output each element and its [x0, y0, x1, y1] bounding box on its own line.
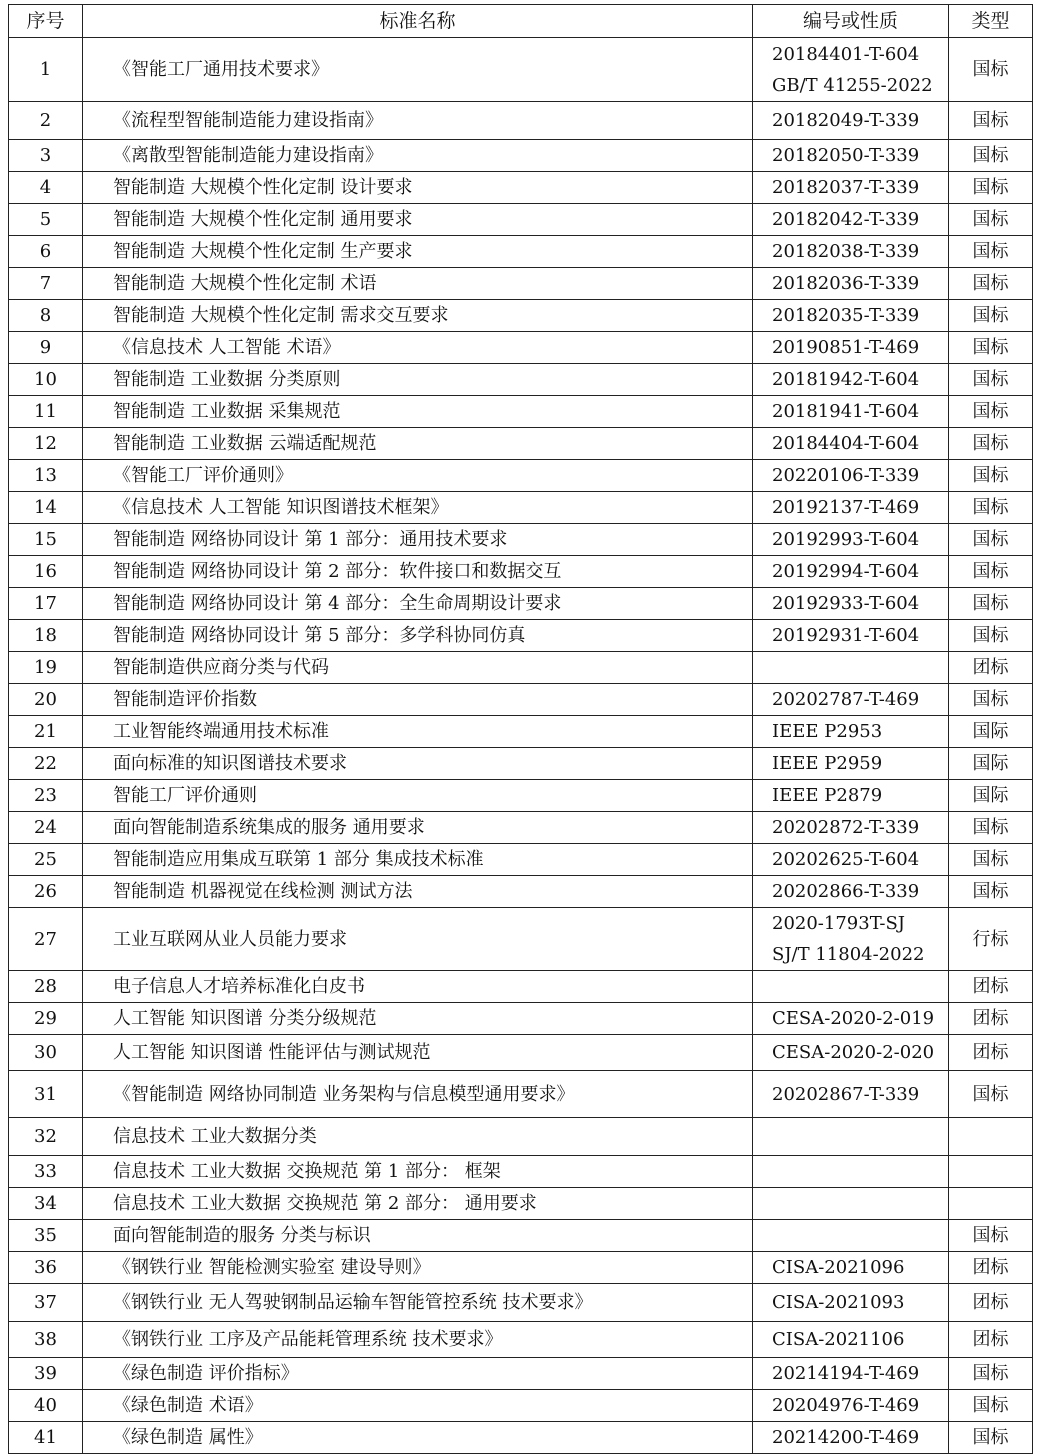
- standard-type: [949, 1188, 1033, 1220]
- standard-code: [753, 140, 949, 172]
- standard-code-line: 20190851-T-469: [772, 337, 920, 358]
- standard-code-line: 20202872-T-339: [772, 817, 920, 838]
- header-type: 类型: [949, 5, 1033, 38]
- table-body: [9, 38, 1033, 1454]
- row-number: 32: [9, 1118, 83, 1156]
- standard-type: 国标: [949, 876, 1033, 908]
- table-row: [9, 364, 1033, 396]
- table-row: [9, 172, 1033, 204]
- standard-type: 国标: [949, 460, 1033, 492]
- table-row: [9, 684, 1033, 716]
- standard-code: [753, 300, 949, 332]
- standard-name: 人工智能 知识图谱 分类分级规范: [83, 1003, 753, 1035]
- header-name: 标准名称: [83, 5, 753, 38]
- row-number: 28: [9, 971, 83, 1003]
- standard-code: [753, 1118, 949, 1156]
- standard-name: 人工智能 知识图谱 性能评估与测试规范: [83, 1035, 753, 1071]
- standard-code: [753, 684, 949, 716]
- row-number: 11: [9, 396, 83, 428]
- standard-name: 工业互联网从业人员能力要求: [83, 908, 753, 971]
- row-number: 8: [9, 300, 83, 332]
- standard-type: 国标: [949, 38, 1033, 102]
- table-row: [9, 460, 1033, 492]
- row-number: 35: [9, 1220, 83, 1252]
- standard-code-line: 20192931-T-604: [772, 625, 920, 646]
- standard-type: 国标: [949, 204, 1033, 236]
- row-number: 39: [9, 1358, 83, 1390]
- standard-type: 国标: [949, 236, 1033, 268]
- standard-code-line: 20182037-T-339: [772, 177, 920, 198]
- table-row: [9, 748, 1033, 780]
- table-row: [9, 204, 1033, 236]
- table-row: [9, 1322, 1033, 1358]
- standard-name: 智能工厂评价通则: [83, 780, 753, 812]
- standard-name: 信息技术 工业大数据 交换规范 第 2 部分： 通用要求: [83, 1188, 753, 1220]
- standard-type: 国标: [949, 492, 1033, 524]
- table-row: [9, 1358, 1033, 1390]
- standard-code-line: IEEE P2959: [772, 753, 883, 774]
- standard-code-line: 20202866-T-339: [772, 881, 920, 902]
- standard-type: 国标: [949, 556, 1033, 588]
- standard-name: 智能制造评价指数: [83, 684, 753, 716]
- table-row: [9, 1284, 1033, 1322]
- standard-name: 《流程型智能制造能力建设指南》: [83, 102, 753, 140]
- standard-code-line: 20220106-T-339: [772, 465, 920, 486]
- standard-code: [753, 652, 949, 684]
- standard-code-line: 20214194-T-469: [772, 1363, 920, 1384]
- row-number: 24: [9, 812, 83, 844]
- standard-code: [753, 492, 949, 524]
- row-number: 12: [9, 428, 83, 460]
- standard-type: 国标: [949, 364, 1033, 396]
- standard-code-line: IEEE P2879: [772, 785, 883, 806]
- row-number: 13: [9, 460, 83, 492]
- table-row: [9, 1118, 1033, 1156]
- table-row: [9, 1003, 1033, 1035]
- standard-type: 国标: [949, 524, 1033, 556]
- standard-code: [753, 1035, 949, 1071]
- standard-code: [753, 588, 949, 620]
- row-number: 30: [9, 1035, 83, 1071]
- standard-name: 电子信息人才培养标准化白皮书: [83, 971, 753, 1003]
- row-number: 18: [9, 620, 83, 652]
- standard-code: [753, 428, 949, 460]
- row-number: 33: [9, 1156, 83, 1188]
- standard-code-line: CISA-2021096: [772, 1257, 905, 1278]
- row-number: 31: [9, 1071, 83, 1118]
- standard-code-line: CISA-2021093: [772, 1292, 905, 1313]
- standard-code-line: 20184401-T-604: [772, 43, 920, 65]
- table-row: [9, 812, 1033, 844]
- standard-code: [753, 524, 949, 556]
- standard-code-line: SJ/T 11804-2022: [772, 944, 925, 965]
- standard-name: 信息技术 工业大数据 交换规范 第 1 部分： 框架: [83, 1156, 753, 1188]
- standard-code-line: 20182050-T-339: [772, 145, 920, 166]
- row-number: 40: [9, 1390, 83, 1422]
- table-row: [9, 1071, 1033, 1118]
- table-row: [9, 844, 1033, 876]
- standard-code-line: 20202625-T-604: [772, 849, 920, 870]
- table-row: [9, 396, 1033, 428]
- table-row: [9, 1390, 1033, 1422]
- row-number: 38: [9, 1322, 83, 1358]
- table-row: [9, 971, 1033, 1003]
- standard-name: 智能制造 大规模个性化定制 术语: [83, 268, 753, 300]
- standard-code-line: 20204976-T-469: [772, 1395, 920, 1416]
- row-number: 16: [9, 556, 83, 588]
- standard-code: [753, 1220, 949, 1252]
- standard-name: 智能制造 大规模个性化定制 设计要求: [83, 172, 753, 204]
- standard-type: 国标: [949, 1390, 1033, 1422]
- standard-code-line: 20192933-T-604: [772, 593, 920, 614]
- standard-type: 国标: [949, 172, 1033, 204]
- standard-name: 《绿色制造 属性》: [83, 1422, 753, 1454]
- standard-type: 团标: [949, 1252, 1033, 1284]
- row-number: 6: [9, 236, 83, 268]
- table-row: [9, 1188, 1033, 1220]
- standard-code: [753, 396, 949, 428]
- standard-type: 国际: [949, 748, 1033, 780]
- standard-code-line: GB/T 41255-2022: [772, 74, 933, 96]
- row-number: 36: [9, 1252, 83, 1284]
- standards-table: [8, 4, 1033, 1454]
- table-row: [9, 556, 1033, 588]
- standard-code: [753, 364, 949, 396]
- standard-type: 团标: [949, 1322, 1033, 1358]
- standard-type: 国标: [949, 812, 1033, 844]
- standard-name: 《信息技术 人工智能 知识图谱技术框架》: [83, 492, 753, 524]
- standard-code: [753, 1358, 949, 1390]
- standard-name: 《智能制造 网络协同制造 业务架构与信息模型通用要求》: [83, 1071, 753, 1118]
- standard-code: [753, 748, 949, 780]
- standard-code: [753, 268, 949, 300]
- standard-name: 《绿色制造 术语》: [83, 1390, 753, 1422]
- standard-code-line: 20192994-T-604: [772, 561, 920, 582]
- row-number: 17: [9, 588, 83, 620]
- standard-name: 工业智能终端通用技术标准: [83, 716, 753, 748]
- table-row: [9, 1035, 1033, 1071]
- standard-name: 智能制造 机器视觉在线检测 测试方法: [83, 876, 753, 908]
- row-number: 15: [9, 524, 83, 556]
- row-number: 34: [9, 1188, 83, 1220]
- standard-code-line: 20182038-T-339: [772, 241, 920, 262]
- standard-code: [753, 780, 949, 812]
- table-row: [9, 876, 1033, 908]
- row-number: 20: [9, 684, 83, 716]
- standard-code: [753, 971, 949, 1003]
- standard-name: 面向智能制造系统集成的服务 通用要求: [83, 812, 753, 844]
- standard-name: 智能制造 工业数据 云端适配规范: [83, 428, 753, 460]
- standard-code: [753, 1003, 949, 1035]
- row-number: 37: [9, 1284, 83, 1322]
- standard-code: [753, 102, 949, 140]
- standard-code-line: 20182035-T-339: [772, 305, 920, 326]
- row-number: 10: [9, 364, 83, 396]
- standard-type: 团标: [949, 971, 1033, 1003]
- table-row: [9, 1220, 1033, 1252]
- table-row: [9, 716, 1033, 748]
- standard-code-line: 20182036-T-339: [772, 273, 920, 294]
- standard-type: 行标: [949, 908, 1033, 971]
- table-row: [9, 332, 1033, 364]
- table-row: [9, 102, 1033, 140]
- row-number: 41: [9, 1422, 83, 1454]
- standard-code-line: 20182042-T-339: [772, 209, 920, 230]
- table-row: [9, 236, 1033, 268]
- standard-code: [753, 620, 949, 652]
- standard-type: 团标: [949, 652, 1033, 684]
- standard-type: 国标: [949, 1220, 1033, 1252]
- standard-type: 国际: [949, 716, 1033, 748]
- standard-type: 国标: [949, 300, 1033, 332]
- table-row: [9, 620, 1033, 652]
- standard-name: 智能制造 大规模个性化定制 生产要求: [83, 236, 753, 268]
- standard-name: 智能制造 网络协同设计 第 2 部分：软件接口和数据交互: [83, 556, 753, 588]
- standard-code-line: 20192137-T-469: [772, 497, 920, 518]
- standard-name: 信息技术 工业大数据分类: [83, 1118, 753, 1156]
- standard-code: [753, 204, 949, 236]
- standard-code: [753, 1390, 949, 1422]
- standard-type: 国标: [949, 684, 1033, 716]
- table-row: [9, 38, 1033, 102]
- standard-name: 智能制造 工业数据 采集规范: [83, 396, 753, 428]
- table-row: [9, 780, 1033, 812]
- standard-code: [753, 716, 949, 748]
- row-number: 1: [9, 38, 83, 102]
- standard-name: 面向智能制造的服务 分类与标识: [83, 1220, 753, 1252]
- standard-code: [753, 556, 949, 588]
- standard-name: 《智能工厂通用技术要求》: [83, 38, 753, 102]
- standard-type: 国标: [949, 1422, 1033, 1454]
- standard-code: [753, 812, 949, 844]
- standard-name: 面向标准的知识图谱技术要求: [83, 748, 753, 780]
- standard-name: 《钢铁行业 无人驾驶钢制品运输车智能管控系统 技术要求》: [83, 1284, 753, 1322]
- table-row: [9, 524, 1033, 556]
- row-number: 3: [9, 140, 83, 172]
- standard-code-line: CESA-2020-2-020: [772, 1042, 935, 1063]
- standard-code: [753, 460, 949, 492]
- standard-type: 国际: [949, 780, 1033, 812]
- table-row: [9, 492, 1033, 524]
- standard-code-line: 20214200-T-469: [772, 1427, 920, 1448]
- standard-code: [753, 1322, 949, 1358]
- standard-type: [949, 1118, 1033, 1156]
- standard-code-line: 20181942-T-604: [772, 369, 920, 390]
- row-number: 9: [9, 332, 83, 364]
- table-row: [9, 140, 1033, 172]
- table-row: [9, 588, 1033, 620]
- standard-name: 智能制造 网络协同设计 第 1 部分：通用技术要求: [83, 524, 753, 556]
- standard-type: 国标: [949, 140, 1033, 172]
- standard-name: 智能制造 网络协同设计 第 5 部分：多学科协同仿真: [83, 620, 753, 652]
- header-code: 编号或性质: [753, 5, 949, 38]
- row-number: 22: [9, 748, 83, 780]
- standard-type: 国标: [949, 428, 1033, 460]
- standard-name: 智能制造供应商分类与代码: [83, 652, 753, 684]
- standard-code: [753, 236, 949, 268]
- row-number: 25: [9, 844, 83, 876]
- header-no: 序号: [9, 5, 83, 38]
- row-number: 5: [9, 204, 83, 236]
- standard-type: 团标: [949, 1035, 1033, 1071]
- standard-code: [753, 1188, 949, 1220]
- standard-name: 智能制造 网络协同设计 第 4 部分：全生命周期设计要求: [83, 588, 753, 620]
- standard-type: 团标: [949, 1284, 1033, 1322]
- standard-name: 《离散型智能制造能力建设指南》: [83, 140, 753, 172]
- standard-code-line: 20202787-T-469: [772, 689, 920, 710]
- table-row: [9, 300, 1033, 332]
- standard-type: 国标: [949, 844, 1033, 876]
- standard-name: 智能制造 大规模个性化定制 通用要求: [83, 204, 753, 236]
- standard-type: 国标: [949, 1071, 1033, 1118]
- standard-code-line: 20182049-T-339: [772, 110, 920, 131]
- standard-code: [753, 332, 949, 364]
- standard-code-line: CESA-2020-2-019: [772, 1008, 935, 1029]
- standard-code-line: 2020-1793T-SJ: [772, 913, 906, 934]
- header-row: [9, 5, 1033, 38]
- row-number: 26: [9, 876, 83, 908]
- standard-type: 国标: [949, 1358, 1033, 1390]
- standard-code-line: 20181941-T-604: [772, 401, 920, 422]
- standard-name: 《智能工厂评价通则》: [83, 460, 753, 492]
- standard-name: 《钢铁行业 智能检测实验室 建设导则》: [83, 1252, 753, 1284]
- standard-code-line: 20192993-T-604: [772, 529, 920, 550]
- standard-type: 团标: [949, 1003, 1033, 1035]
- standard-code-line: 20184404-T-604: [772, 433, 920, 454]
- row-number: 19: [9, 652, 83, 684]
- table-row: [9, 268, 1033, 300]
- standard-code-line: CISA-2021106: [772, 1329, 905, 1350]
- table-row: [9, 428, 1033, 460]
- standard-type: 国标: [949, 268, 1033, 300]
- standard-code: [753, 38, 949, 102]
- standard-type: 国标: [949, 588, 1033, 620]
- standard-type: 国标: [949, 332, 1033, 364]
- standard-code: [753, 1284, 949, 1322]
- standard-code: [753, 172, 949, 204]
- standard-code: [753, 844, 949, 876]
- standard-name: 《钢铁行业 工序及产品能耗管理系统 技术要求》: [83, 1322, 753, 1358]
- standard-code: [753, 1071, 949, 1118]
- table-row: [9, 652, 1033, 684]
- row-number: 4: [9, 172, 83, 204]
- standard-code: [753, 876, 949, 908]
- standard-name: 《信息技术 人工智能 术语》: [83, 332, 753, 364]
- standard-code-line: 20202867-T-339: [772, 1083, 920, 1105]
- table-row: [9, 1252, 1033, 1284]
- row-number: 2: [9, 102, 83, 140]
- standard-name: 智能制造应用集成互联第 1 部分 集成技术标准: [83, 844, 753, 876]
- row-number: 29: [9, 1003, 83, 1035]
- standard-type: 国标: [949, 102, 1033, 140]
- standard-code: [753, 1156, 949, 1188]
- table-row: [9, 908, 1033, 971]
- standard-name: 智能制造 大规模个性化定制 需求交互要求: [83, 300, 753, 332]
- standard-code: [753, 1252, 949, 1284]
- row-number: 21: [9, 716, 83, 748]
- table-row: [9, 1156, 1033, 1188]
- row-number: 27: [9, 908, 83, 971]
- row-number: 14: [9, 492, 83, 524]
- standard-code: [753, 908, 949, 971]
- row-number: 23: [9, 780, 83, 812]
- standard-code-line: IEEE P2953: [772, 721, 883, 742]
- standard-type: [949, 1156, 1033, 1188]
- standard-name: 《绿色制造 评价指标》: [83, 1358, 753, 1390]
- standard-type: 国标: [949, 396, 1033, 428]
- row-number: 7: [9, 268, 83, 300]
- standard-type: 国标: [949, 620, 1033, 652]
- standard-name: 智能制造 工业数据 分类原则: [83, 364, 753, 396]
